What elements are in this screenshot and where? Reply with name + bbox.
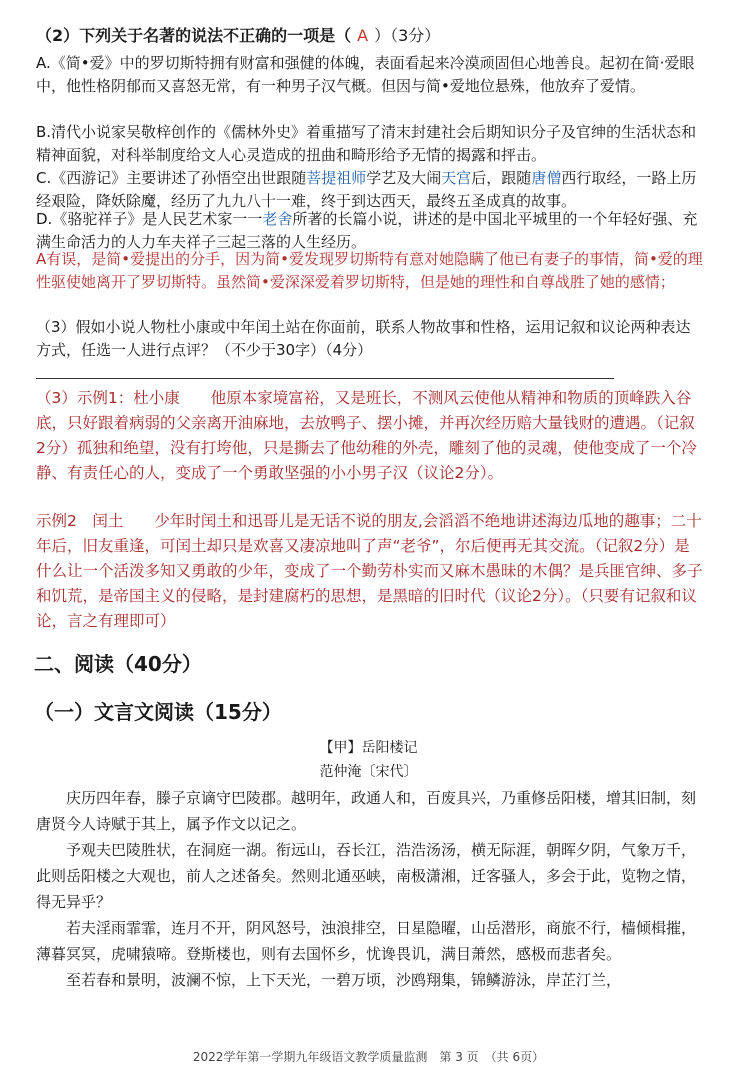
option-c-text-1: C.《西游记》主要讲述了孙悟空出世跟随 bbox=[36, 169, 307, 187]
page-footer: 2022学年第一学期九年级语文教学质量监测 第 3 页 （共 6页） bbox=[192, 1050, 545, 1064]
classic-text bbox=[36, 785, 704, 993]
question-2-answer: A bbox=[357, 26, 369, 45]
classic-paragraph: 若夫淫雨霏霏，连月不开，阴风怒号，浊浪排空，日星隐曜，山岳潜形，商旅不行，樯倾楫摧，薄暮冥冥，虎啸猿啼。登斯楼也，则有去国怀乡，忧谗畏讥，满目萧然，感极而悲者矣。 bbox=[36, 919, 697, 963]
option-d-highlight: 老舍 bbox=[262, 210, 293, 228]
option-a: A.《简•爱》中的罗切斯特拥有财富和强健的体魄，表面看起来冷漠顽固但心地善良。起初在简·爱眼中，他性格阴郁而又喜怒无常，有一种男子汉气概。但因与简•爱地位悬殊，他放弃了爱情。 bbox=[36, 54, 695, 95]
classic-title: 【甲】岳阳楼记 bbox=[319, 740, 418, 756]
example-1: （3）示例1：杜小康 他原本家境富裕，又是班长，不测风云使他从精神和物质的顶峰跌入谷底，只好跟着病弱的父亲离开油麻地，去放鸭子、摆小摊，并再次经历赔大量钱财的遭遇。（记叙2分）孤独和绝望，没有打垮他，只是撕去了他幼稚的外壳，雕刻了他的灵魂，使他变成了一个冷静、有责任心的人，变成了一个勇敢坚强的小小男子汉（议论2分）。 bbox=[36, 389, 697, 482]
section-heading: 二、阅读（40分） bbox=[34, 652, 202, 676]
option-d-text-2: 所著的长篇小说，讲述的是中国北平城里的一个年轻好强、充满生命活力的人力车夫祥子三起三落的人生经历。 bbox=[36, 210, 698, 251]
classic-paragraph: 至若春和景明，波澜不惊，上下天光，一碧万顷，沙鸥翔集，锦鳞游泳，岸芷汀兰， bbox=[66, 971, 622, 989]
option-c-text-4: 西行取经，一路上历经艰险，降妖除魔，经历了九九八十一难，终于到达西天，最终五圣成真的故事。 bbox=[36, 169, 697, 210]
subsection-heading: （一）文言文阅读（15分） bbox=[34, 700, 282, 724]
option-c-highlight-1: 菩提祖师 bbox=[306, 169, 367, 187]
option-b: B.清代小说家吴敬梓创作的《儒林外史》着重描写了清末封建社会后期知识分子及官绅的生活状态和精神面貌，对科举制度给文人心灵造成的扭曲和畸形给予无情的揭露和抨击。 bbox=[36, 123, 697, 164]
option-c bbox=[36, 167, 704, 213]
option-c-text-2: 学艺及大闹 bbox=[366, 169, 442, 187]
classic-paragraph: 庆历四年春，滕子京谪守巴陵郡。越明年，政通人和，百废具兴，乃重修岳阳楼，增其旧制，刻唐贤今人诗赋于其上，属予作文以记之。 bbox=[36, 789, 697, 833]
answer-line bbox=[36, 378, 614, 379]
answer-explanation: A有误，是简•爱提出的分手，因为简•爱发现罗切斯特有意对她隐瞒了他已有妻子的事情，简•爱的理性驱使她离开了罗切斯特。虽然简•爱深深爱着罗切斯特，但是她的理性和自尊战胜了她的感情； bbox=[36, 250, 703, 291]
example-2: 示例2 闰土 少年时闰土和迅哥儿是无话不说的朋友,会滔滔不绝地讲述海边瓜地的趣事；二十年后，旧友重逢，可闰土却只是欢喜又凄凉地叫了声“老爷”，尔后便再无其交流。（记叙2分）是什么让一个活泼多知又勇敢的少年，变成了一个勤劳朴实而又麻木愚昧的木偶？是兵匪官绅、多子和饥荒，是帝国主义的侵略，是封建腐朽的思想，是黑暗的旧时代（议论2分）。（只要有记叙和议论，言之有理即可） bbox=[36, 512, 703, 630]
option-c-text-3: 后，跟随 bbox=[471, 169, 532, 187]
question-3: （3）假如小说人物杜小康或中年闰土站在你面前，联系人物故事和性格，运用记叙和议论两种表达方式，任选一人进行点评？（不少于30字）（4分） bbox=[36, 318, 691, 359]
classic-paragraph: 予观夫巴陵胜状，在洞庭一湖。衔远山，吞长江，浩浩汤汤，横无际涯，朝晖夕阴，气象万千，此则岳阳楼之大观也，前人之述备矣。然则北通巫峡，南极潇湘，迁客骚人，多会于此，览物之情，得无异乎？ bbox=[36, 841, 697, 911]
question-2 bbox=[36, 24, 704, 48]
question-2-stem: （2）下列关于名著的说法不正确的一项是（ bbox=[36, 26, 352, 45]
option-d-text-1: D.《骆驼祥子》是人民艺术家一一 bbox=[36, 210, 263, 228]
classic-author: 范仲淹〔宋代〕 bbox=[319, 764, 418, 780]
option-c-highlight-3: 唐僧 bbox=[531, 169, 562, 187]
option-c-highlight-2: 天宫 bbox=[441, 169, 472, 187]
question-2-score: ）（3分） bbox=[374, 26, 441, 45]
